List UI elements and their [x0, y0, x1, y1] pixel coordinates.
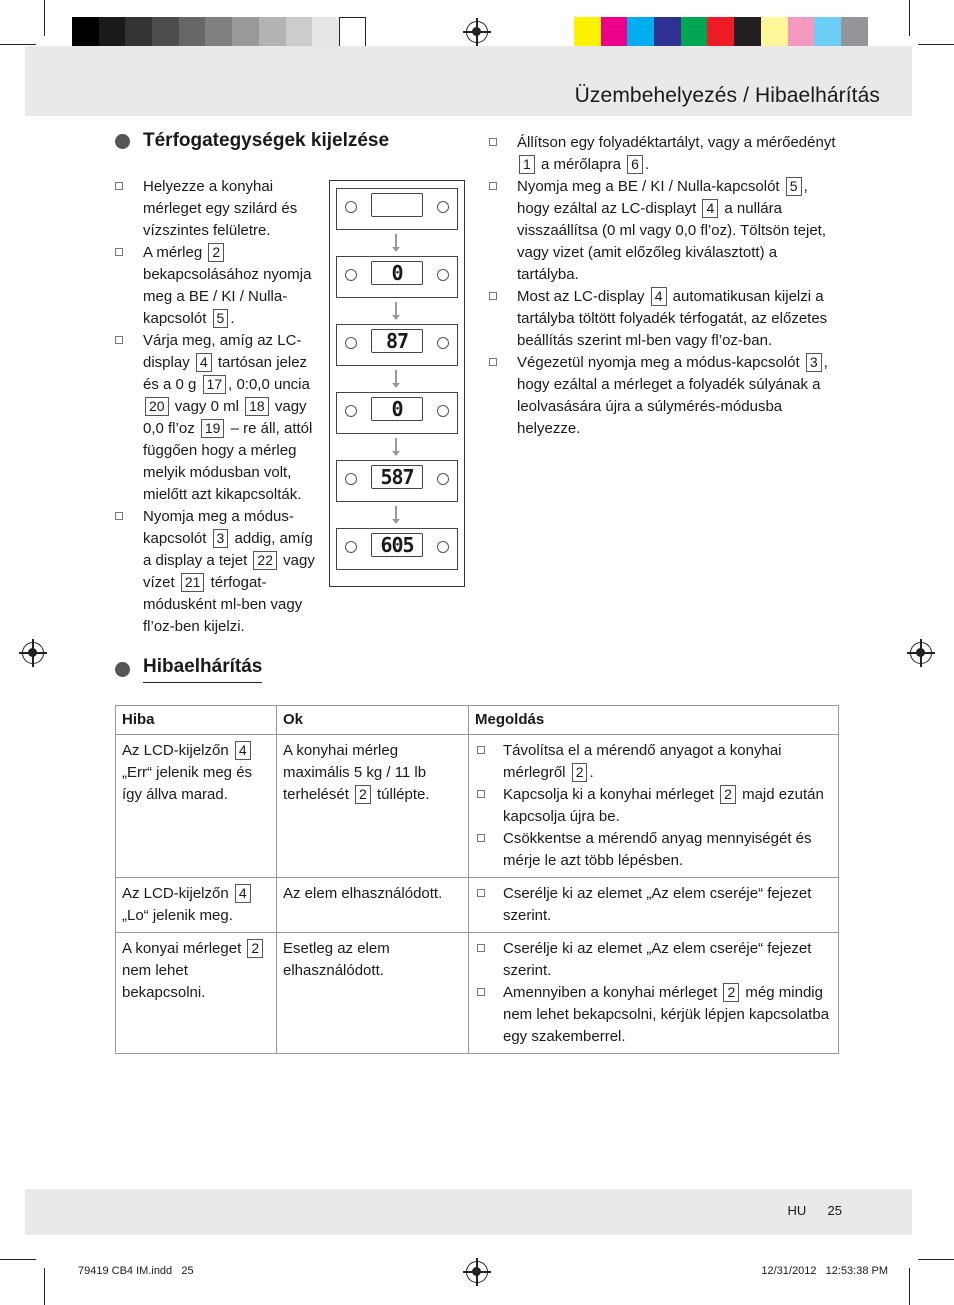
text-run: Kapcsolja ki a konyhai mérleget [503, 786, 719, 803]
reference-number: 4 [651, 287, 667, 306]
scale-lcd-panel [336, 392, 458, 434]
text-run: Esetleg az elem elhasználódott. [283, 940, 390, 979]
on-off-button-icon [345, 269, 357, 281]
down-arrow-icon [395, 506, 397, 520]
color-swatch [761, 17, 788, 47]
cell-hiba [116, 735, 277, 878]
checkbox-bullet-icon [115, 182, 123, 190]
crop-mark [44, 0, 45, 36]
lcd-reading: 0 [371, 261, 423, 285]
text-run: Várja meg, amíg az LC-display [143, 332, 302, 371]
reference-number: 2 [208, 243, 224, 262]
registration-mark-icon [466, 1261, 488, 1283]
reference-number: 5 [786, 177, 802, 196]
text-run: A konyai mérleget [122, 940, 246, 957]
reference-number: 2 [720, 785, 736, 804]
mode-button-icon [437, 473, 449, 485]
table-row [116, 735, 839, 878]
cell-ok [277, 735, 469, 878]
text-run: vagy vízet [143, 552, 315, 591]
text-run: . [589, 764, 594, 781]
text-run: bekapcsolásához nyomja meg a BE / KI / Nulla-kapcsolót [143, 266, 312, 327]
color-swatch [259, 17, 286, 47]
on-off-button-icon [345, 201, 357, 213]
crop-mark [918, 1259, 954, 1260]
reference-number: 4 [235, 741, 251, 760]
color-swatch [286, 17, 313, 47]
reference-number: 3 [213, 529, 229, 548]
on-off-button-icon [345, 473, 357, 485]
page-title: Üzembehelyezés / Hibaelhárítás [574, 84, 880, 107]
section-title-troubleshooting [115, 656, 262, 683]
down-arrow-icon [395, 302, 397, 316]
troubleshooting-table [115, 705, 839, 1054]
checkbox-bullet-icon [489, 138, 497, 146]
checkbox-bullet-icon [477, 944, 485, 952]
lcd-reading [371, 193, 423, 217]
mode-button-icon [437, 269, 449, 281]
list-item [115, 176, 323, 242]
scale-lcd-panel [336, 256, 458, 298]
text-run: . [644, 156, 650, 173]
reference-number: 2 [355, 785, 371, 804]
color-swatch [788, 17, 815, 47]
text-run: automatikusan kijelzi a tartályba töltött folyadék térfogatát, az előzetes beállítás szerint ml-ben vagy fl’oz-ban. [517, 288, 828, 349]
crop-mark [909, 1268, 910, 1305]
reference-number: 2 [572, 763, 588, 782]
color-swatch [574, 17, 601, 47]
color-swatch [627, 17, 654, 47]
text-run: , 0:0,0 uncia [228, 376, 310, 393]
list-item [489, 132, 841, 176]
text-run: Nyomja meg a BE / KI / Nulla-kapcsolót [517, 178, 784, 195]
text-run: Cserélje ki az elemet „Az elem cseréje“ fejezet szerint. [503, 940, 812, 979]
reference-number: 1 [519, 155, 535, 174]
color-swatch [205, 17, 232, 47]
color-swatch [99, 17, 126, 47]
color-swatch [654, 17, 681, 47]
crop-mark [44, 1268, 45, 1305]
checkbox-bullet-icon [489, 182, 497, 190]
lcd-reading: 587 [371, 465, 423, 489]
down-arrow-icon [395, 438, 397, 452]
print-slug-date: 12/31/2012 12:53:38 PM [761, 1265, 888, 1277]
scale-display-figure [329, 180, 465, 587]
text-run: Nyomja meg a módus-kapcsolót [143, 508, 294, 547]
text-run: Helyezze a konyhai mérleget egy szilárd és vízszintes felületre. [143, 178, 298, 239]
text-run: Távolítsa el a mérendő anyagot a konyhai mérlegről [503, 742, 782, 781]
cell-ok [277, 878, 469, 933]
crop-mark [0, 1259, 36, 1260]
page-number [788, 1203, 843, 1218]
mode-button-icon [437, 541, 449, 553]
text-run: térfogat-módusként ml-ben vagy fl’oz-ben kijelzi. [143, 574, 303, 635]
color-swatch [72, 17, 99, 47]
mode-button-icon [437, 201, 449, 213]
reference-number: 22 [253, 551, 277, 570]
color-swatch [179, 17, 206, 47]
lcd-reading: 605 [371, 533, 423, 557]
table-row [116, 933, 839, 1054]
solution-item [475, 938, 832, 982]
text-run: Most az LC-display [517, 288, 649, 305]
text-run: a mérőlapra [536, 156, 626, 173]
registration-mark-icon [910, 642, 932, 664]
text-run: még mindig nem lehet bekapcsolni, kérjük lépjen kapcsolatba egy szakemberrel. [503, 984, 830, 1045]
reference-number: 18 [245, 397, 269, 416]
cell-hiba [116, 933, 277, 1054]
color-swatch [232, 17, 259, 47]
checkbox-bullet-icon [477, 889, 485, 897]
color-swatch [841, 17, 868, 47]
reference-number: 3 [806, 353, 822, 372]
text-run: . [230, 310, 235, 327]
cell-megoldas [469, 735, 839, 878]
text-run: , hogy ezáltal a mérleget a folyadék súlyának a leolvasására újra a súlymérés-módusba helyezze. [517, 354, 828, 437]
column-header-hiba: Hiba [116, 706, 277, 735]
section-title-volume [115, 130, 389, 152]
bullet-dot-icon [115, 662, 130, 677]
bullet-dot-icon [115, 134, 130, 149]
solution-item [475, 982, 832, 1048]
color-swatch [734, 17, 761, 47]
solution-item [475, 740, 832, 784]
text-run: Amennyiben a konyhai mérleget [503, 984, 722, 1001]
on-off-button-icon [345, 337, 357, 349]
text-run: – re áll, attól függően hogy a mérleg melyik módusban volt, mielőtt azt kikapcsolták. [143, 420, 313, 503]
cell-megoldas [469, 933, 839, 1054]
registration-mark-icon [22, 642, 44, 664]
reference-number: 6 [627, 155, 643, 174]
reference-number: 5 [213, 309, 229, 328]
cell-megoldas [469, 878, 839, 933]
reference-number: 20 [145, 397, 169, 416]
solution-item [475, 784, 832, 828]
color-swatch [681, 17, 708, 47]
text-run: a nullára visszaállítsa (0 ml vagy 0,0 fl’oz). Töltsön tejet, vagy vizet (amit előzőleg kiválasztott) a tartályba. [517, 200, 827, 283]
text-run: majd ezután kapcsolja újra be. [503, 786, 824, 825]
text-run: nem lehet bekapcsolni. [122, 962, 206, 1001]
cell-ok [277, 933, 469, 1054]
color-swatch [814, 17, 841, 47]
down-arrow-icon [395, 234, 397, 248]
reference-number: 2 [247, 939, 263, 958]
color-swatch [312, 17, 339, 47]
checkbox-bullet-icon [115, 512, 123, 520]
scale-lcd-panel [336, 460, 458, 502]
reference-number: 4 [702, 199, 718, 218]
list-item [489, 176, 841, 286]
scale-lcd-panel [336, 188, 458, 230]
crop-mark [918, 44, 954, 45]
lcd-reading: 87 [371, 329, 423, 353]
list-item [489, 286, 841, 352]
text-run: Végezetül nyomja meg a módus-kapcsolót [517, 354, 804, 371]
text-run: A mérleg [143, 244, 207, 261]
text-run: Csökkentse a mérendő anyag mennyiségét és mérje le azt több lépésben. [503, 830, 812, 869]
list-item [115, 330, 323, 506]
checkbox-bullet-icon [477, 746, 485, 754]
section-title-text: Hibaelhárítás [143, 656, 262, 683]
crop-mark [0, 44, 36, 45]
text-run: Az LCD-kijelzőn [122, 742, 233, 759]
color-swatch [125, 17, 152, 47]
table-row [116, 878, 839, 933]
solution-item [475, 828, 832, 872]
table-header-row [116, 706, 839, 735]
reference-number: 4 [235, 884, 251, 903]
checkbox-bullet-icon [489, 358, 497, 366]
text-run: Az elem elhasználódott. [283, 885, 443, 902]
checkbox-bullet-icon [489, 292, 497, 300]
color-swatch [601, 17, 628, 47]
text-run: , hogy ezáltal az LC-displayt [517, 178, 808, 217]
column-header-ok: Ok [277, 706, 469, 735]
text-run: vagy 0 ml [170, 398, 244, 415]
text-run: „Lo“ jelenik meg. [122, 907, 233, 924]
volume-steps-right [489, 132, 841, 440]
text-run: addig, amíg a display a tejet [143, 530, 313, 569]
print-slug-file: 79419 CB4 IM.indd 25 [78, 1265, 194, 1277]
list-item [115, 506, 323, 638]
on-off-button-icon [345, 405, 357, 417]
column-header-megoldas: Megoldás [469, 706, 839, 735]
gray-swatch-bar [72, 17, 366, 47]
scale-lcd-panel [336, 324, 458, 366]
color-swatch [339, 17, 366, 47]
text-run: tartósan jelez és a 0 g [143, 354, 308, 393]
text-run: A konyhai mérleg maximális 5 kg / 11 lb terhelését [283, 742, 427, 803]
down-arrow-icon [395, 370, 397, 384]
checkbox-bullet-icon [115, 336, 123, 344]
lcd-reading: 0 [371, 397, 423, 421]
crop-mark [909, 0, 910, 36]
reference-number: 21 [181, 573, 205, 592]
mode-button-icon [437, 337, 449, 349]
checkbox-bullet-icon [477, 834, 485, 842]
reference-number: 19 [201, 419, 225, 438]
text-run: Állítson egy folyadéktartályt, vagy a mérőedényt [517, 134, 836, 151]
solution-item [475, 883, 832, 927]
reference-number: 17 [203, 375, 227, 394]
registration-mark-icon [466, 21, 488, 43]
text-run: „Err“ jelenik meg és így állva marad. [122, 764, 253, 803]
language-code: HU [787, 1203, 807, 1218]
text-run: Cserélje ki az elemet „Az elem cseréje“ fejezet szerint. [503, 885, 812, 924]
checkbox-bullet-icon [477, 988, 485, 996]
list-item [115, 242, 323, 330]
cell-hiba [116, 878, 277, 933]
section-title-text: Térfogategységek kijelzése [143, 130, 390, 151]
checkbox-bullet-icon [477, 790, 485, 798]
on-off-button-icon [345, 541, 357, 553]
reference-number: 2 [723, 983, 739, 1002]
mode-button-icon [437, 405, 449, 417]
text-run: vagy 0,0 fl’oz [143, 398, 307, 437]
color-swatch [707, 17, 734, 47]
color-swatch-bar [574, 17, 868, 47]
text-run: túllépte. [372, 786, 430, 803]
scale-lcd-panel [336, 528, 458, 570]
footer-band [25, 1189, 912, 1235]
checkbox-bullet-icon [115, 248, 123, 256]
volume-steps-left [115, 176, 323, 638]
color-swatch [152, 17, 179, 47]
text-run: Az LCD-kijelzőn [122, 885, 233, 902]
list-item [489, 352, 841, 440]
reference-number: 4 [196, 353, 212, 372]
page-number-value: 25 [827, 1203, 842, 1218]
